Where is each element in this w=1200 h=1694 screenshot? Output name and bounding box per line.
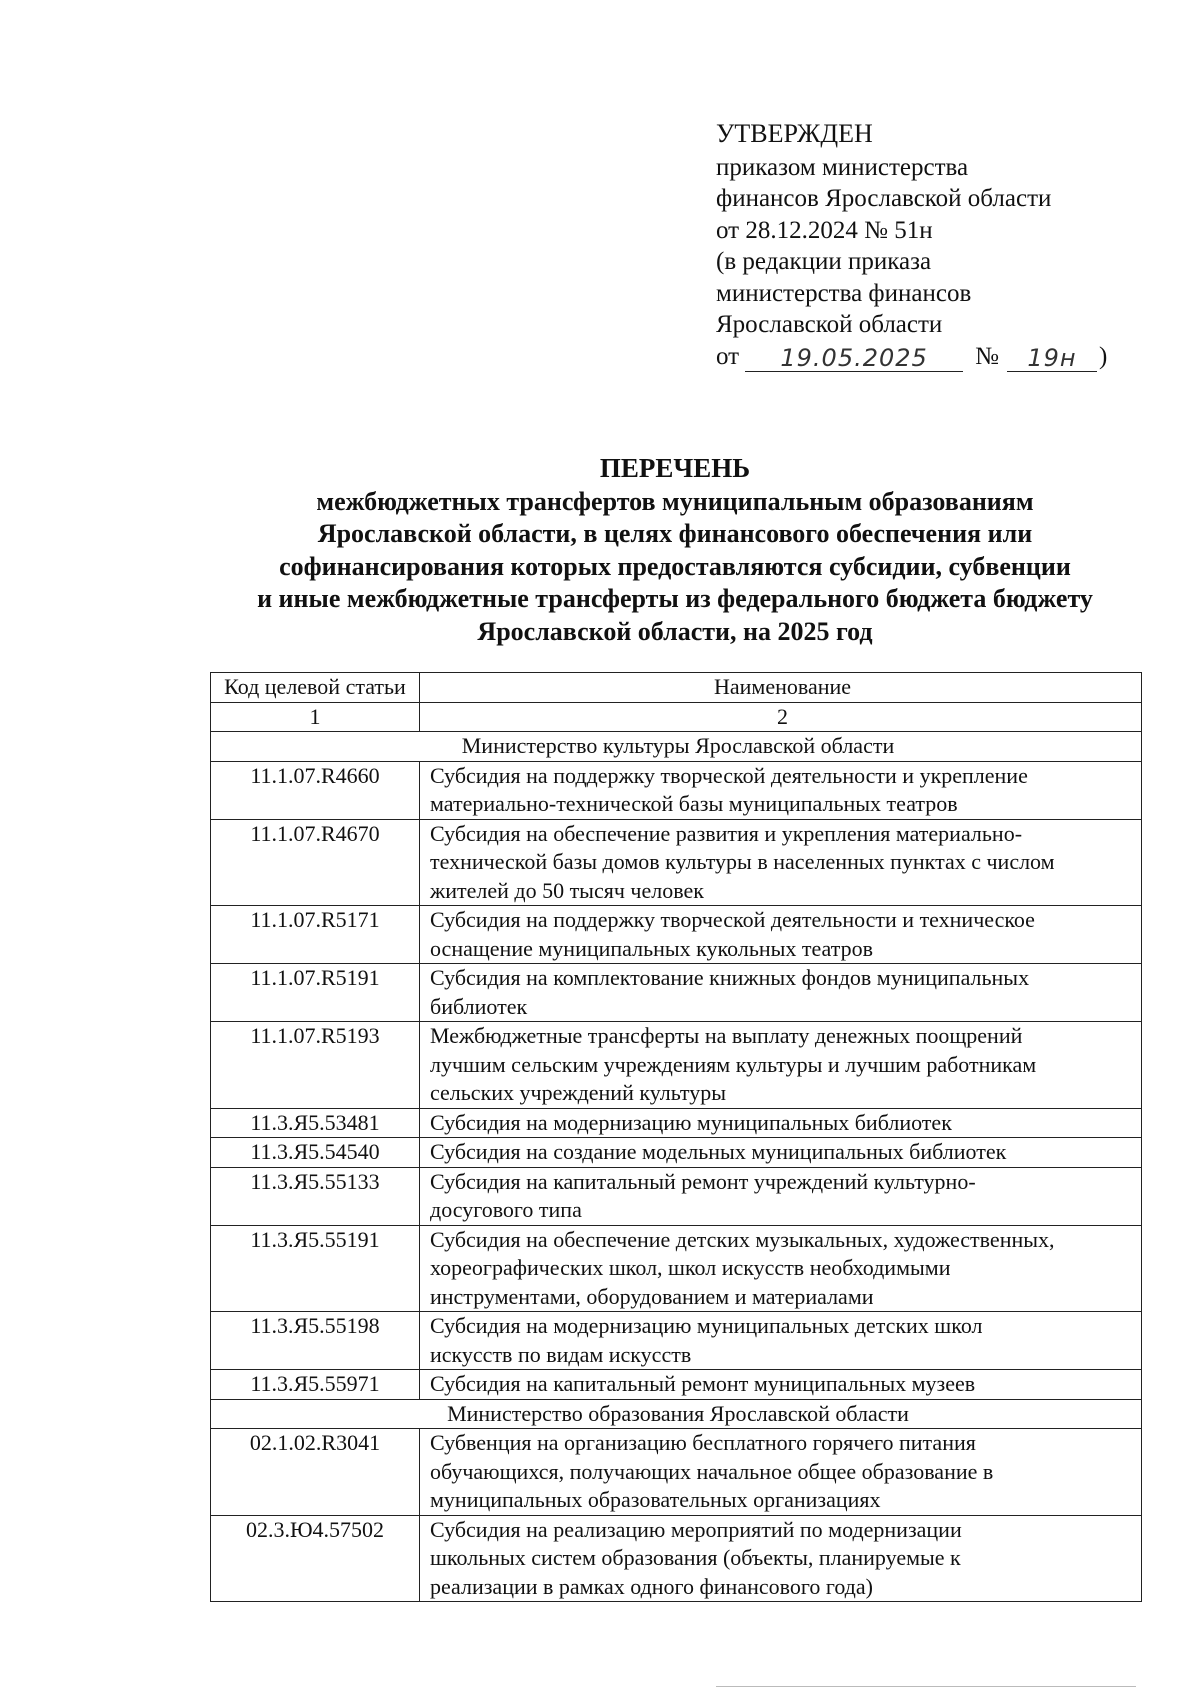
transfer-name-line: Субсидия на поддержку творческой деятельности и техническое [430,907,1035,932]
target-article-code: 02.1.02.R3041 [211,1429,420,1516]
table-row [211,964,1142,1022]
transfer-name-line: Субсидия на создание модельных муниципальных библиотек [430,1139,1007,1164]
transfer-name [420,1370,1142,1400]
column-number-row [211,702,1142,732]
section-row [211,732,1142,762]
column-number-1: 1 [211,702,420,732]
number-sign: № [975,342,999,370]
transfer-name [420,964,1142,1022]
transfer-name-line: Субсидия на комплектование книжных фондов муниципальных [430,965,1030,990]
transfer-name-line: Субсидия на капитальный ремонт муниципальных музеев [430,1371,976,1396]
table-body [211,673,1142,1602]
target-article-code: 11.3.Я5.55971 [211,1370,420,1400]
transfer-name-line: хореографических школ, школ искусств необходимыми [430,1255,951,1280]
transfer-name-line: библиотек [430,993,528,1019]
transfer-name-line: лучшим сельским учреждениям культуры и лучшим работникам [430,1051,1037,1077]
section-row [211,1399,1142,1429]
handwritten-number: 19н [1007,345,1097,372]
heading-line: и иные межбюджетные трансферты из федерального бюджета бюджету [257,584,1093,613]
approval-line: финансов Ярославской области [716,185,1052,212]
transfer-name [420,1312,1142,1370]
transfers-table [210,672,1142,1602]
transfer-name [420,1515,1142,1602]
transfer-name-line: Субсидия на обеспечение развития и укрепления материально- [430,820,1023,846]
transfer-name-line: реализации в рамках одного финансового года) [430,1573,873,1599]
table-row [211,761,1142,819]
target-article-code: 11.1.07.R5193 [211,1022,420,1109]
approval-block [716,118,1156,372]
transfer-name-line: Субсидия на капитальный ремонт учреждений культурно- [430,1168,976,1194]
transfer-name-line: материально-технической базы муниципальных театров [430,791,958,816]
heading-line: межбюджетных трансфертов муниципальным образованиям [316,486,1034,516]
table-header-row [211,673,1142,703]
transfer-name-line: досугового типа [430,1197,582,1222]
target-article-code: 11.3.Я5.54540 [211,1138,420,1168]
table-row [211,1370,1142,1400]
target-article-code: 11.1.07.R4670 [211,819,420,906]
transfer-name [420,1225,1142,1312]
approval-line: приказом министерства [716,153,969,181]
approval-line: от 28.12.2024 № 51н [716,216,933,244]
table-row [211,1429,1142,1516]
header-name: Наименование [420,673,1142,703]
heading-line: софинансирования которых предоставляются субсидии, субвенции [279,551,1071,581]
section-title: Министерство культуры Ярославской области [211,732,1142,762]
target-article-code: 11.3.Я5.55191 [211,1225,420,1312]
target-article-code: 11.3.Я5.55198 [211,1312,420,1370]
closing-paren: ) [1098,342,1108,370]
heading-line: Ярославской области, в целях финансового обеспечения или [317,519,1033,548]
table-row [211,1312,1142,1370]
transfer-name-line: Субсидия на модернизацию муниципальных библиотек [430,1109,952,1135]
table-row [211,906,1142,964]
transfer-name [420,1167,1142,1225]
target-article-code: 11.1.07.R5171 [211,906,420,964]
footer-rule [716,1686,1136,1687]
target-article-code: 02.3.Ю4.57502 [211,1515,420,1602]
approval-title: УТВЕРЖДЕН [716,119,873,148]
target-article-code: 11.3.Я5.53481 [211,1108,420,1138]
section-title: Министерство образования Ярославской области [211,1399,1142,1429]
transfer-name-line: технической базы домов культуры в населенных пунктах с числом [430,849,1055,874]
transfer-name-line: обучающихся, получающих начальное общее образование в [430,1458,994,1484]
header-code: Код целевой статьи [211,673,420,703]
transfer-name-line: школьных систем образования (объекты, планируемые к [430,1545,961,1570]
transfer-name-line: сельских учреждений культуры [430,1080,727,1105]
amendment-date-line [716,341,1156,373]
transfer-name-line: Субсидия на реализацию мероприятий по модернизации [430,1516,962,1542]
approval-line: (в редакции приказа [716,248,932,275]
transfer-name-line: Межбюджетные трансферты на выплату денежных поощрений [430,1023,1023,1048]
approval-line: Ярославской области [716,311,943,338]
transfer-name [420,1138,1142,1168]
target-article-code: 11.1.07.R4660 [211,761,420,819]
document-heading [200,452,1150,648]
table-row [211,1108,1142,1138]
transfer-name-line: жителей до 50 тысяч человек [430,877,704,903]
table-row [211,1138,1142,1168]
table-row [211,1022,1142,1109]
approval-line: министерства финансов [716,279,972,307]
transfer-name [420,1429,1142,1516]
transfer-name-line: Субвенция на организацию бесплатного горячего питания [430,1430,976,1455]
transfer-name [420,761,1142,819]
transfer-name-line: инструментами, оборудованием и материалами [430,1283,874,1309]
heading-line: Ярославской области, на 2025 год [477,616,873,646]
table-row [211,1225,1142,1312]
document-title: ПЕРЕЧЕНЬ [599,453,751,483]
transfer-name-line: Субсидия на модернизацию муниципальных детских школ [430,1313,983,1338]
transfer-name-line: Субсидия на поддержку творческой деятельности и укрепление [430,762,1028,788]
transfer-name [420,1022,1142,1109]
table-row [211,819,1142,906]
target-article-code: 11.3.Я5.55133 [211,1167,420,1225]
table-row [211,1167,1142,1225]
handwritten-date: 19.05.2025 [745,345,963,372]
transfer-name-line: Субсидия на обеспечение детских музыкальных, художественных, [430,1226,1055,1252]
transfer-name [420,906,1142,964]
transfer-name-line: оснащение муниципальных кукольных театров [430,935,874,961]
column-number-2: 2 [420,702,1142,732]
transfer-name [420,1108,1142,1138]
transfer-name-line: муниципальных образовательных организациях [430,1487,881,1512]
transfer-name-line: искусств по видам искусств [430,1341,692,1367]
target-article-code: 11.1.07.R5191 [211,964,420,1022]
from-prefix: от [716,342,740,370]
transfer-name [420,819,1142,906]
table-row [211,1515,1142,1602]
